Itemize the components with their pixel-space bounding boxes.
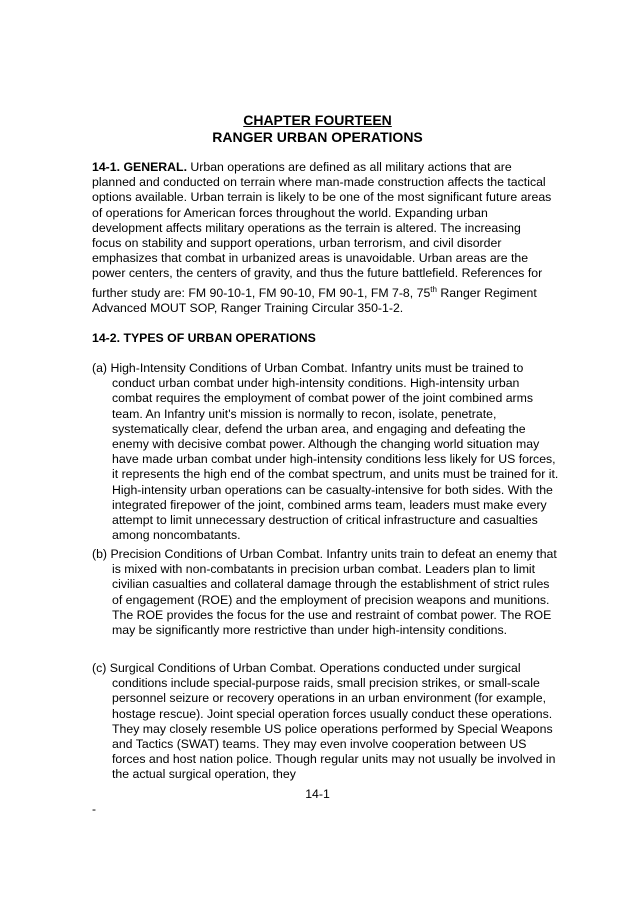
list-item-text: Surgical Conditions of Urban Combat. Operations conducted under surgical conditions include special-purpose raids, small precision strikes, or small-scale personnel seizure or recovery operations in an urban environment (for example, hostage rescue). Joint special operation forces usually conduct these operations. They may closely resemble US police operations performed by Special Weapons and Tactics (SWAT) teams. They may even involve cooperation between US forces and host nation police. Though regular units may not usually be involved in the actual surgical operation, they (109, 661, 556, 782)
section-general-text-end: Ranger Regiment Advanced MOUT SOP, Ranger Training Circular 350-1-2. (92, 285, 537, 315)
section-general-paragraph (92, 160, 552, 316)
list-item-label: (c) (92, 661, 110, 675)
chapter-subtitle: RANGER URBAN OPERATIONS (212, 129, 423, 145)
section-general-heading: 14-1. GENERAL. (92, 160, 187, 174)
footer-mark: - (92, 802, 96, 816)
list-item-label: (a) (92, 361, 111, 375)
list-item-b (92, 547, 562, 638)
section-general-text: Urban operations are defined as all military actions that are planned and conducted on terrain where man-made construction affects the tactical options available. Urban terrain is likely to be one of the most significant future areas of operations for American forces throughout the world. Expanding urban development affects military operations as the terrain is altered. The increasing focus on stability and support operations, urban terrorism, and civil disorder emphasizes that combat in urbanized areas is unavoidable. Urban areas are the power centers, the centers of gravity, and thus the future battlefield. References for further study are: FM 90-10-1, FM 90-10, FM 90-1, FM 7-8, 75 (92, 160, 552, 300)
section-types-heading: 14-2. TYPES OF URBAN OPERATIONS (92, 331, 316, 345)
superscript-th: th (430, 284, 437, 294)
chapter-title: CHAPTER FOURTEEN (243, 112, 392, 128)
list-item-a (92, 361, 562, 543)
page-number: 14-1 (305, 787, 330, 801)
list-item-text: High-Intensity Conditions of Urban Combat. Infantry units must be trained to conduct urban combat under high-intensity conditions. High-intensity urban combat requires the employment of combat power of the joint combined arms team. An Infantry unit's mission is normally to recon, isolate, penetrate, systematically clear, defend the urban area, and engaging and defeating the enemy with decisive combat power. Although the changing world situation may have made urban combat under high-intensity conditions less likely for US forces, it represents the high end of the combat spectrum, and units must be trained for it. High-intensity urban operations can be casualty-intensive for both sides. With the integrated firepower of the joint, combined arms team, leaders must make every attempt to limit unnecessary destruction of critical infrastructure and casualties among noncombatants. (110, 361, 559, 543)
list-item-text: Precision Conditions of Urban Combat. Infantry units train to defeat an enemy that is mixed with non-combatants in precision urban combat. Leaders plan to limit civilian casualties and collateral damage through the establishment of strict rules of engagement (ROE) and the employment of precision weapons and munitions. The ROE provides the focus for the use and restraint of combat power. The ROE may be significantly more restrictive than under high-intensity conditions. (110, 547, 557, 638)
list-item-c (92, 661, 562, 783)
list-item-label: (b) (92, 547, 111, 561)
